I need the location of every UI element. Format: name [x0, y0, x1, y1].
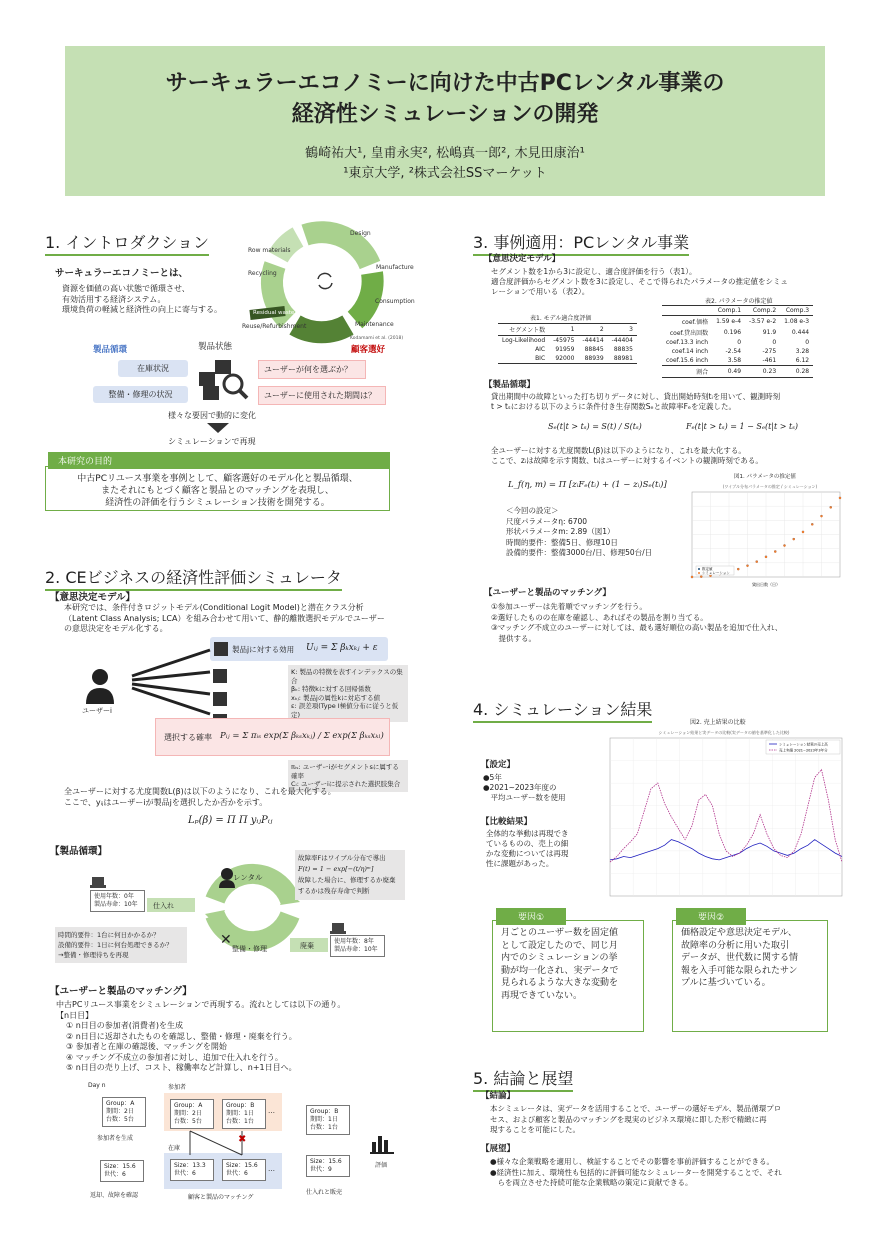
stock-pill: 在庫状況 [118, 360, 188, 377]
section2-title: 2. CEビジネスの経済性評価シミュレータ [45, 565, 342, 591]
label-recycling: Recycling [248, 270, 277, 277]
fig1-point-1-16 [839, 497, 841, 499]
s3-matching-heading: 【ユーザーと製品のマッチング】 [484, 588, 611, 598]
flow-stock-area: Size：13.3 世代：6 Size：15.6 世代：6 … [164, 1153, 282, 1189]
repair-pill: 整備・修理の状況 [93, 386, 188, 403]
flow-gen-label: 参加者を生成 [97, 1135, 134, 1142]
fig1-point-1-9 [774, 550, 776, 552]
fig1-point-1-13 [811, 523, 813, 525]
conclusion-text: 本シミュレータは、実データを活用することで、ユーザーの選好モデル、製品循環プロ セス、および顧客と製品のマッチングを現実のビジネス環境に即した形で精緻に再 現することを可能にした。 [490, 1104, 782, 1134]
question-duration: ユーザーに使用された期間は？ [258, 386, 386, 405]
fig1-point-1-5 [737, 568, 739, 570]
s3-matching-text: ①参加ユーザーは先着順でマッチングを行う。 ②選好したものの在庫を確認し、あればその製品を割り当てる。 ③マッチング不成立のユーザーに対しては、最も選好順位の高い製品を追加で仕入れ、 提供する。 [491, 602, 783, 643]
prospect-text: ●様々な企業戦略を適用し、検証することでその影響を事前評価することができる。 ●経済性に加え、環境性も包括的に評価可能なシミュレーターを開発することで、それ らを両立させた持続可能な企業戦略の策定に貢献できる。 [490, 1157, 782, 1187]
section4-title: 4. シミュレーション結果 [473, 697, 652, 723]
author-block: 鶴崎祐大¹, 皇甫永実², 松嶋真一郎², 木見田康治¹ ¹東京大学, ²株式会社SSマーケット [305, 146, 585, 181]
label-maintenance: Maintenance [355, 321, 394, 328]
current-settings: ＜今回の設定＞ 尺度パラメータη: 6700 形状パラメータm: 2.89（図1） 時間的要件：整備5日、修理10日 設備的要件：整備3000台/日、修理50台/日 [506, 506, 653, 557]
fig2-chart [596, 726, 846, 911]
fig1-xlabel: 貸出日数（日） [752, 582, 780, 587]
discard-arrow: 廃棄 [290, 938, 328, 952]
formula-failure: Fₑ(t|t > tₛ) = 1 − Sₑ(t|t > tₛ) [686, 422, 799, 431]
matching-heading: 【ユーザーと製品のマッチング】 [50, 986, 192, 997]
flow-eval-label: 評価 [375, 1162, 388, 1169]
table1-title: 表1. モデル適合度評価 [530, 315, 592, 322]
stock-in-arrow: 仕入れ [147, 898, 195, 912]
product-cycle-label: 製品循環 [93, 345, 128, 355]
flow-return-size: Size：15.6 世代：6 [100, 1160, 144, 1182]
section3-title: 3. 事例適用：PCレンタル事業 [473, 230, 689, 256]
poster-header [65, 46, 825, 196]
svg-text:✖: ✖ [238, 1134, 247, 1145]
s3-decision-text: セグメント数を1から3に設定し、適合度評価を行う（表1）。 適合度評価からセグメント数を3に設定し、そこで得られたパラメータの推定値をシミュ レーションで用いる（表2）。 [491, 267, 788, 296]
flow-participants-area: Group：A 期間：2日 台数：5台 Group：B 期間：1日 台数：1台 … [164, 1093, 282, 1131]
product-state-label: 製品状態 [198, 342, 233, 352]
likelihood-formula: Lₚ(β) = Π Π yᵢⱼPᵢⱼ [188, 815, 273, 826]
dynamic-change-label: 様々な要因で動的に変化 [168, 411, 256, 420]
question-choice: ユーザーが何を選ぶか？ [258, 360, 366, 379]
flow-return-label: 返却、故障を確認 [90, 1192, 139, 1199]
conclusion-heading: 【結論】 [481, 1091, 516, 1101]
products-icon [195, 352, 250, 402]
weibull-box: 故障率Fはワイブル分布で導出 F(t) = 1 − exp[−(t/η)ᵐ] 故障した場合に、修理するか廃棄 するかは残存寿命で判断 [295, 850, 405, 900]
fig1-point-1-11 [793, 538, 795, 540]
flow-buy-label: 仕入れと販売 [306, 1189, 343, 1196]
laptop-icon [90, 877, 106, 889]
fig1-point-1-10 [783, 544, 785, 546]
factor2-box: 価格設定や意思決定モデル、 故障率の分析に用いた取引 データが、世代数に関する情 報を入手可能な限られたサン プルに基づいている。 [672, 920, 828, 1032]
flow-extra-size: Size：15.6 世代：9 [306, 1155, 350, 1177]
probability-box: 選択する確率 Pᵢⱼ = Σ πᵢₛ exp(Σ βₖₛxₖⱼ) / Σ exp(Σ βₖₛxₖₗ) [155, 718, 390, 756]
repair-node-label: 整備・修理 [232, 945, 267, 953]
purpose-box: 中古PCリユース事業を事例として、顧客選好のモデル化と製品循環、 またそれにもとづく顧客と製品とのマッチングを表現し、 経済性の評価を行うシミュレーション技術を開発する。 [45, 466, 390, 511]
fig1-title: 図1. パラメータの推定値 [734, 474, 796, 480]
flow-participants-label: 参加者 [168, 1084, 187, 1091]
flow-group-gen: Group：A 期間：2日 台数：5台 [102, 1097, 146, 1127]
s3-likelihood-formula: L_f(η, m) = Π [zᵢFₑ(tᵢ) + (1 − zᵢ)Sₑ(tᵢ)] [508, 480, 667, 490]
table1: セグメント数 1 2 3 Log-Likelihood -45975 -44414 -44404 AIC 91959 88845 88835 BIC 92000 88939 88981 [498, 323, 637, 364]
fig1-point-1-1 [700, 575, 702, 577]
label-consumption: Consumption [375, 298, 415, 305]
s3-cycle-text: 貸出期間中の故障といった打ち切りデータに対し、貸出開始時刻tᵢを用いて、観測時刻 t > tₛにおける以下のように条件付き生存関数Sₑと故障率Fₑを定義した。 [491, 392, 781, 411]
fig2-legend-actual: 売上実績 2021~2023年3年分 [779, 748, 828, 753]
section1-title: 1. イントロダクション [45, 230, 209, 256]
cycle-source: Kodamami et al. (2018) [350, 336, 404, 341]
factor1-title: 要因① [496, 908, 566, 925]
comparison-text: 全体的な挙動は再現でき ているものの、売上の細 かな変動については再現 性に課題があった。 [486, 829, 569, 868]
time-requirement-box: 時間的要件：1台に何日かかるか？ 設備的要件：1日に何台処理できるか？ →整備・修理待ちを再現 [55, 927, 187, 963]
settings-heading: 【設定】 [481, 760, 516, 770]
section5-title: 5. 結論と展望 [473, 1066, 573, 1092]
prob-legend: πᵢₛ: ユーザーiがセグメントsに属する確率 Cᵢ: ユーザーiに提示された選択肢集合 [288, 760, 408, 792]
label-reuse: Reuse/Refurbishment [242, 323, 307, 330]
fig1-chart [680, 480, 845, 590]
fig2-title: 図2. 売上結果の比較 [690, 719, 746, 726]
fig1-point-1-8 [765, 556, 767, 558]
svg-text:✕: ✕ [220, 932, 232, 948]
fig1-point-1-6 [746, 565, 748, 567]
factor1-box: 月ごとのユーザー数を固定値 として設定したので、同じ月 内でのシミュレーションの挙 動が均一化され、実データで 見られるような大きな変動を 再現できていない。 [492, 920, 644, 1032]
utility-box: 製品jに対する効用 Uᵢⱼ = Σ βₖxₖⱼ + ε [210, 637, 388, 661]
likelihood-text: 全ユーザーに対する尤度関数L(β)は以下のようになり、これを最大化する。 ここで、yᵢⱼはユーザーiが製品jを選択したか否かを示す。 [64, 787, 336, 807]
user-icon [84, 668, 116, 704]
svg-text:シミュレーション結果と実データの比較(実データの値を基準化し: シミュレーション結果と実データの比較(実データの値を基準化した比較) [658, 730, 790, 735]
settings-text: ●5年 ●2021~2023年度の 平均ユーザー数を使用 [483, 773, 566, 802]
fig1-point-1-7 [756, 561, 758, 563]
product-cycle-heading: 【製品循環】 [50, 846, 108, 857]
s3-cycle-heading: 【製品循環】 [484, 380, 536, 390]
s3-decision-heading: 【意思決定モデル】 [484, 254, 561, 264]
fig2-legend-sim: シミュレーション結果の売上高 [779, 742, 828, 747]
flow-day: Day n [88, 1082, 106, 1089]
table2: Comp.1 Comp.2 Comp.3 coef.価格 1.59 e-4 -3.57 e-2 1.08 e-3 coef.貸出回数 0.196 91.9 0.444 coef.13.3 inch 0 0 0 coef.14 inch -2.54 -275 3.28 coef.15.6 inch 3.58 -461 6.12 割合 0.49 0.23 0.28 [662, 305, 813, 378]
label-raw: Row materials [248, 247, 291, 254]
utility-legend: K: 製品の特徴を表すインデックスの集合 βₖ: 特徴kに対する回帰係数 xₖⱼ: 製品jの属性kに対応する値 ε: 誤差項(Type I極値分布に従うと仮定) [288, 665, 408, 722]
customer-pref-label: 顧客選好 [351, 345, 386, 355]
down-arrow-icon [207, 423, 229, 433]
decision-model-heading: 【意思決定モデル】 [50, 592, 136, 603]
user-label: ユーザーi [82, 707, 112, 715]
flow-stock-label: 在庫 [168, 1145, 181, 1152]
poster-title: サーキュラーエコノミーに向けた中古PCレンタル事業の 経済性シミュレーションの開発 [165, 71, 725, 127]
s3-likelihood-text: 全ユーザーに対する尤度関数L(β)は以下のようになり、これを最大化する。 ここで、zᵢは故障を示す関数、tᵢはユーザーに対するイベントの観測時刻である。 [491, 446, 763, 465]
label-design: Design [350, 230, 371, 237]
fig1-point-1-14 [820, 515, 822, 517]
simulation-label: シミュレーションで再現 [168, 437, 256, 446]
svg-text:(ワイブル分布パラメータの推定 / シミュレーション): (ワイブル分布パラメータの推定 / シミュレーション) [722, 484, 818, 489]
flow-extra-group: Group：B 期間：1日 台数：1台 [306, 1105, 350, 1135]
ce-description: 資源を価値の高い状態で循環させ、 有効活用する経済システム。 環境負荷の軽減と経済性の向上に寄与する。 [62, 284, 222, 314]
table2-title: 表2. パラメータの推定値 [705, 298, 773, 305]
formula-survival: Sₑ(t|t > tₛ) = S(t) / S(tₛ) [548, 422, 642, 431]
pc-old-box: 使用年数：8年 製品寿命：10年 [330, 935, 385, 957]
circular-economy-diagram [240, 225, 415, 345]
purpose-label: 本研究の目的 [48, 452, 390, 469]
pc-new-box: 使用年数：0年 製品寿命：10年 [90, 890, 145, 912]
fig1-point-1-12 [802, 531, 804, 533]
ce-heading: サーキュラーエコノミーとは、 [55, 268, 189, 279]
factor2-title: 要因② [676, 908, 746, 925]
laptop-icon [330, 923, 346, 935]
prospect-heading: 【展望】 [481, 1144, 516, 1154]
bar-chart-icon [370, 1132, 394, 1154]
matching-lines [160, 1125, 290, 1161]
fig1-point-1-15 [830, 506, 832, 508]
fig1-legend-estimate: 推定値 [702, 567, 713, 571]
label-residual: Residual waste [253, 310, 295, 316]
rental-label: レンタル [233, 873, 263, 882]
decision-model-text: 本研究では、条件付きロジットモデル(Conditional Logit Model)と潜在クラス分析 （Latent Class Analysis; LCA）を組み合わせて用いて、静的離散選択モデルでユーザー の意思決定をモデル化する。 [64, 603, 385, 633]
matching-text: 中古PCリユース事業をシミュレーションで再現する。流れとしては以下の通り。 【n日目】 ① n日目の参加者(消費者)を生成 ② n日目に返却されたものを確認し、整備・修理・廃棄を行う。 ③ 参加者と在庫の確認後、マッチングを開始 ④ マッチング不成立の参加者に対し、追加で仕入れを行う。 ⑤ n日目の売り上げ、コスト、稼働率など計算し、n+1日目へ。 [56, 1000, 346, 1072]
flow-matching-label: 顧客と製品のマッチング [188, 1194, 254, 1201]
label-manufacture: Manufacture [376, 264, 414, 271]
fig1-point-1-0 [691, 576, 693, 578]
fig1-legend-sim: シミュレーション [702, 571, 730, 575]
comparison-heading: 【比較結果】 [481, 817, 533, 827]
